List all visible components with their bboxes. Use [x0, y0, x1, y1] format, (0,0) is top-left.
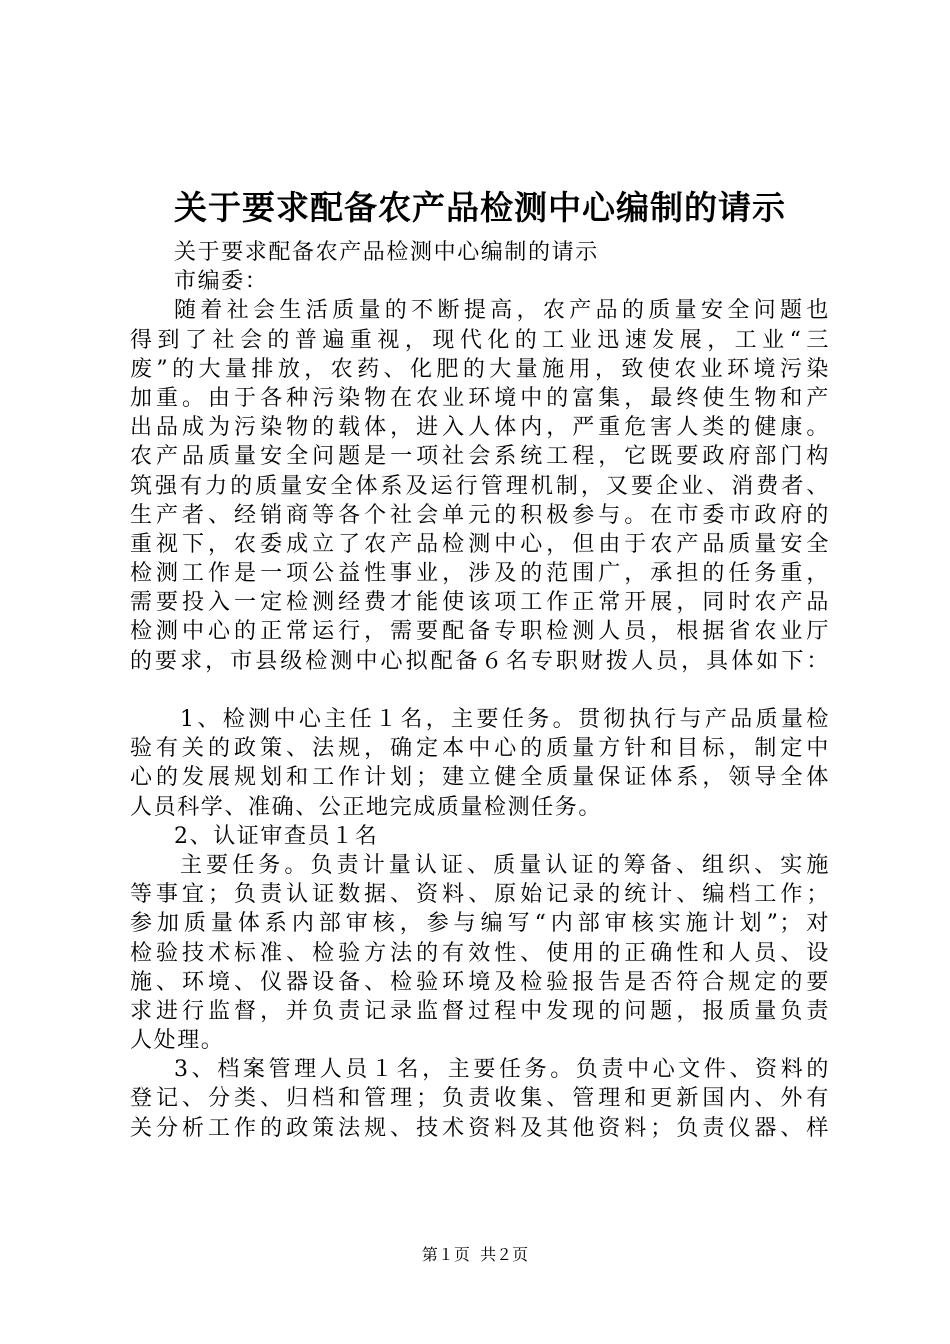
- list-item-line: 2、认证审查员１名: [174, 823, 379, 849]
- paragraph-line: 随着社会生活质量的不断提高，农产品的质量安全问题也: [174, 298, 830, 324]
- paragraph-line: 废”的大量排放，农药、化肥的大量施用，致使农业环境污染: [130, 356, 830, 382]
- paragraph-line: 登记、分类、归档和管理；负责收集、管理和更新国内、外有: [130, 1086, 830, 1112]
- paragraph-line: 参加质量体系内部审核，参与编写“内部审核实施计划”；对: [130, 911, 830, 937]
- document-title: 关于要求配备农产品检测中心编制的请示: [174, 188, 786, 227]
- paragraph-line: 心的发展规划和工作计划；建立健全质量保证体系，领导全体: [130, 765, 830, 791]
- paragraph-line: 农产品质量安全问题是一项社会系统工程，它既要政府部门构: [130, 444, 830, 470]
- addressee-line: 市编委：: [174, 269, 269, 295]
- paragraph-line: 加重。由于各种污染物在农业环境中的富集，最终使生物和产: [130, 385, 830, 411]
- paragraph-line: 验有关的政策、法规，确定本中心的质量方针和目标，制定中: [130, 736, 830, 762]
- paragraph-line: 检测中心的正常运行，需要配备专职检测人员，根据省农业厅: [130, 619, 830, 645]
- paragraph-line: 施、环境、仪器设备、检验环境及检验报告是否符合规定的要: [130, 969, 830, 995]
- paragraph-line: 的要求，市县级检测中心拟配备６名专职财拨人员，具体如下：: [130, 648, 830, 674]
- paragraph-line: 检测工作是一项公益性事业，涉及的范围广，承担的任务重，: [130, 561, 830, 587]
- paragraph-line: 需要投入一定检测经费才能使该项工作正常开展，同时农产品: [130, 590, 830, 616]
- paragraph-line: 得到了社会的普遍重视，现代化的工业迅速发展，工业“三: [130, 327, 830, 353]
- paragraph-line: 求进行监督，并负责记录监督过程中发现的问题，报质量负责: [130, 998, 830, 1024]
- paragraph-line: 筑强有力的质量安全体系及运行管理机制，又要企业、消费者、: [130, 473, 830, 499]
- blank-line: [130, 676, 830, 705]
- subtitle-line: 关于要求配备农产品检测中心编制的请示: [174, 240, 599, 265]
- paragraph-line: 主要任务。负责计量认证、质量认证的筹备、组织、实施: [180, 852, 830, 878]
- paragraph-line: 关分析工作的政策法规、技术资料及其他资料；负责仪器、样: [130, 1115, 830, 1141]
- paragraph-line: 出品成为污染物的载体，进入人体内，严重危害人类的健康。: [130, 415, 830, 441]
- document-body: [130, 238, 830, 1143]
- paragraph-line: 检验技术标准、检验方法的有效性、使用的正确性和人员、设: [130, 940, 830, 966]
- paragraph-line: 等事宜；负责认证数据、资料、原始记录的统计、编档工作；: [130, 882, 830, 908]
- paragraph-line: 人员科学、准确、公正地完成质量检测任务。: [130, 794, 603, 820]
- paragraph-line: 生产者、经销商等各个社会单元的积极参与。在市委市政府的: [130, 502, 830, 528]
- list-item-line: 3、档案管理人员１名，主要任务。负责中心文件、资料的: [174, 1057, 830, 1083]
- list-item-line: 1、检测中心主任１名，主要任务。贯彻执行与产品质量检: [180, 707, 830, 732]
- paragraph-line: 人处理。: [130, 1028, 225, 1054]
- page-indicator: 第１页 共２页: [421, 1245, 529, 1264]
- paragraph-line: 重视下，农委成立了农产品检测中心，但由于农产品质量安全: [130, 531, 830, 557]
